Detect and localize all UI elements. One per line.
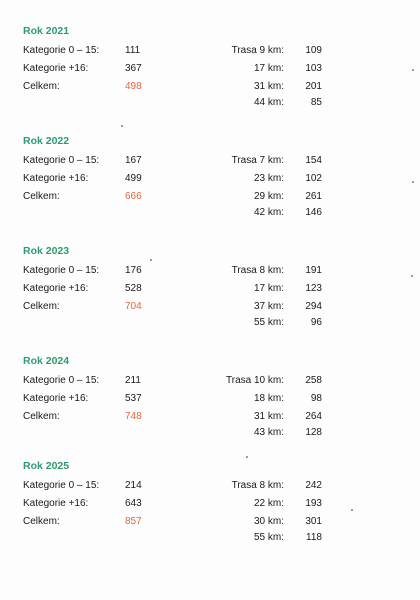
row-kategorie-16 <box>0 173 420 189</box>
trasa-label: 31 km: <box>253 81 284 92</box>
row-label: Kategorie 0 – 15: <box>23 265 100 276</box>
year-block-2024 <box>0 355 420 465</box>
trasa-label: 30 km: <box>253 516 284 527</box>
row-kategorie-0-15 <box>0 480 420 496</box>
year-block-2021 <box>0 25 420 135</box>
row-celkem <box>0 81 420 97</box>
row-value: 211 <box>125 375 141 386</box>
trasa-value: 98 <box>310 393 322 404</box>
scan-speck <box>246 456 248 458</box>
trasa-value: 102 <box>305 173 322 184</box>
trasa-value: 85 <box>310 97 322 108</box>
trasa-label: 44 km: <box>253 97 284 108</box>
trasa-value: 264 <box>305 411 322 422</box>
trasa-value: 301 <box>305 516 322 527</box>
year-block-2023 <box>0 245 420 355</box>
trasa-label: Trasa 10 km: <box>226 375 284 386</box>
row-value: 214 <box>125 480 142 491</box>
trasa-value: 109 <box>305 45 322 56</box>
year-heading: Rok 2022 <box>23 135 70 147</box>
scan-speck <box>351 509 353 511</box>
row-label: Kategorie +16: <box>23 63 89 74</box>
year-block-2022 <box>0 135 420 245</box>
row-value: 167 <box>125 155 142 166</box>
row-value: 537 <box>125 393 142 404</box>
total-value: 498 <box>125 81 142 92</box>
row-kategorie-0-15 <box>0 265 420 281</box>
row-value: 111 <box>125 45 141 56</box>
trasa-value: 118 <box>306 532 322 543</box>
year-block-2025 <box>0 460 420 570</box>
row-value: 643 <box>125 498 142 509</box>
row-celkem <box>0 411 420 427</box>
row-label: Kategorie +16: <box>23 283 89 294</box>
trasa-value: 261 <box>305 191 322 202</box>
total-value: 666 <box>125 191 142 202</box>
trasa-label: 18 km: <box>253 393 284 404</box>
trasa-value: 154 <box>305 155 322 166</box>
row-kategorie-0-15 <box>0 45 420 61</box>
trasa-value: 294 <box>305 301 322 312</box>
scan-speck <box>411 275 413 277</box>
trasa-label: Trasa 9 km: <box>231 45 284 56</box>
row-label: Kategorie +16: <box>23 393 89 404</box>
total-value: 704 <box>125 301 142 312</box>
row-trasa-extra <box>0 317 420 333</box>
trasa-label: Trasa 8 km: <box>231 265 284 276</box>
row-kategorie-16 <box>0 283 420 299</box>
row-label: Celkem: <box>23 301 60 312</box>
row-kategorie-0-15 <box>0 375 420 391</box>
total-value: 748 <box>125 411 142 422</box>
year-heading: Rok 2024 <box>23 355 70 367</box>
row-label: Celkem: <box>23 516 60 527</box>
row-label: Kategorie +16: <box>23 173 89 184</box>
row-value: 176 <box>125 265 142 276</box>
trasa-label: Trasa 7 km: <box>231 155 284 166</box>
row-trasa-extra <box>0 427 420 443</box>
row-kategorie-0-15 <box>0 155 420 171</box>
row-celkem <box>0 516 420 532</box>
trasa-value: 191 <box>305 265 322 276</box>
row-label: Kategorie 0 – 15: <box>23 375 100 386</box>
trasa-label: 29 km: <box>253 191 284 202</box>
trasa-value: 103 <box>305 63 322 74</box>
year-heading: Rok 2021 <box>23 25 70 37</box>
row-label: Kategorie 0 – 15: <box>23 480 100 491</box>
trasa-value: 201 <box>305 81 322 92</box>
row-label: Kategorie +16: <box>23 498 89 509</box>
row-celkem <box>0 191 420 207</box>
trasa-value: 193 <box>305 498 322 509</box>
trasa-label: 37 km: <box>253 301 284 312</box>
row-label: Kategorie 0 – 15: <box>23 45 100 56</box>
trasa-value: 123 <box>305 283 322 294</box>
trasa-label: 55 km: <box>253 317 284 328</box>
row-trasa-extra <box>0 97 420 113</box>
row-label: Kategorie 0 – 15: <box>23 155 100 166</box>
row-label: Celkem: <box>23 81 60 92</box>
trasa-label: Trasa 8 km: <box>231 480 284 491</box>
row-label: Celkem: <box>23 191 60 202</box>
row-value: 367 <box>125 63 142 74</box>
row-value: 499 <box>125 173 142 184</box>
row-kategorie-16 <box>0 393 420 409</box>
scan-speck <box>412 69 414 71</box>
row-trasa-extra <box>0 207 420 223</box>
row-label: Celkem: <box>23 411 60 422</box>
trasa-label: 31 km: <box>253 411 284 422</box>
scan-speck <box>412 181 414 183</box>
trasa-value: 146 <box>305 207 322 218</box>
row-celkem <box>0 301 420 317</box>
year-heading: Rok 2023 <box>23 245 70 257</box>
row-trasa-extra <box>0 532 420 548</box>
trasa-value: 258 <box>305 375 322 386</box>
trasa-label: 17 km: <box>253 283 284 294</box>
trasa-label: 42 km: <box>253 207 284 218</box>
trasa-value: 128 <box>305 427 322 438</box>
row-kategorie-16 <box>0 63 420 79</box>
trasa-label: 23 km: <box>253 173 284 184</box>
trasa-label: 55 km: <box>253 532 284 543</box>
trasa-label: 17 km: <box>253 63 284 74</box>
trasa-value: 242 <box>305 480 322 491</box>
scan-speck <box>121 125 123 127</box>
trasa-label: 22 km: <box>253 498 284 509</box>
row-kategorie-16 <box>0 498 420 514</box>
scan-speck <box>150 259 152 261</box>
trasa-label: 43 km: <box>253 427 284 438</box>
trasa-value: 96 <box>310 317 322 328</box>
row-value: 528 <box>125 283 142 294</box>
year-heading: Rok 2025 <box>23 460 70 472</box>
total-value: 857 <box>125 516 142 527</box>
